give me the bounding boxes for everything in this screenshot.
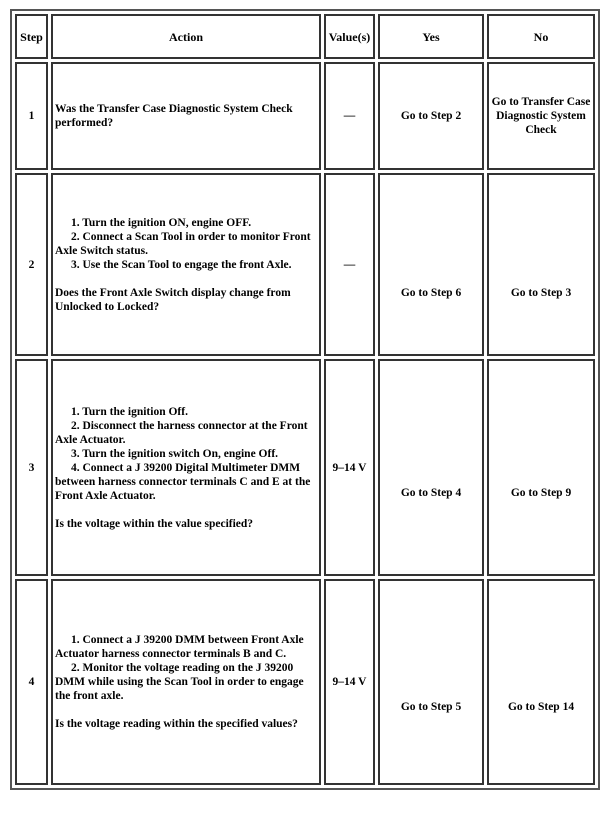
yes-target: Go to Step 5 (400, 701, 462, 713)
value-cell: 9–14 V (324, 359, 375, 576)
table-row-step-2 (15, 173, 595, 356)
action-step: 1. Turn the ignition ON, engine OFF. (71, 216, 252, 229)
table-header-row (15, 14, 595, 59)
header-yes: Yes (378, 14, 484, 59)
diagnostic-table (10, 9, 600, 790)
table-row-step-3 (15, 359, 595, 576)
action-cell (51, 579, 321, 785)
value-cell: — (324, 62, 375, 170)
action-steps-list (55, 633, 317, 703)
value-cell: — (324, 173, 375, 356)
yes-cell: Go to Step 2 (378, 62, 484, 170)
no-cell (487, 579, 595, 785)
yes-cell (378, 579, 484, 785)
step-number: 3 (15, 359, 48, 576)
step-number: 4 (15, 579, 48, 785)
header-no: No (487, 14, 595, 59)
no-target: Go to Step 9 (510, 486, 572, 499)
action-step: 2. Disconnect the harness connector at the Front Axle Actuator. (55, 419, 308, 446)
action-steps-list (55, 405, 317, 503)
action-steps-list (55, 216, 317, 272)
no-cell: Go to Transfer Case Diagnostic System Check (487, 62, 595, 170)
no-target: Go to Step 14 (507, 701, 575, 713)
header-values: Value(s) (324, 14, 375, 59)
yes-target: Go to Step 4 (400, 486, 462, 499)
header-action: Action (51, 14, 321, 59)
action-step: 2. Monitor the voltage reading on the J 39200 DMM while using the Scan Tool in order to engage the front axle. (55, 662, 304, 702)
action-cell (51, 173, 321, 356)
action-question: Was the Transfer Case Diagnostic System Check performed? (55, 103, 293, 129)
no-cell (487, 359, 595, 576)
action-step: 3. Turn the ignition switch On, engine Off. (71, 447, 279, 460)
value-cell: 9–14 V (324, 579, 375, 785)
yes-cell (378, 173, 484, 356)
action-question: Is the voltage reading within the specified values? (55, 718, 298, 730)
step-number: 2 (15, 173, 48, 356)
action-step: 3. Use the Scan Tool to engage the front Axle. (71, 258, 292, 271)
no-cell (487, 173, 595, 356)
action-question: Is the voltage within the value specified? (55, 517, 254, 530)
action-step: 1. Turn the ignition Off. (71, 405, 188, 418)
header-step: Step (15, 14, 48, 59)
yes-target: Go to Step 6 (400, 286, 462, 299)
no-target: Go to Step 3 (510, 286, 572, 299)
action-step: 2. Connect a Scan Tool in order to monitor Front Axle Switch status. (55, 230, 311, 257)
table-row-step-1 (15, 62, 595, 170)
yes-cell (378, 359, 484, 576)
step-number: 1 (15, 62, 48, 170)
action-question: Does the Front Axle Switch display change from Unlocked to Locked? (55, 286, 291, 313)
table-row-step-4 (15, 579, 595, 785)
action-step: 1. Connect a J 39200 DMM between Front Axle Actuator harness connector terminals B and C. (55, 634, 304, 660)
action-step: 4. Connect a J 39200 Digital Multimeter DMM between harness connector terminals C and E at the Front Axle Actuator. (55, 461, 311, 502)
action-cell (51, 62, 321, 170)
action-cell (51, 359, 321, 576)
